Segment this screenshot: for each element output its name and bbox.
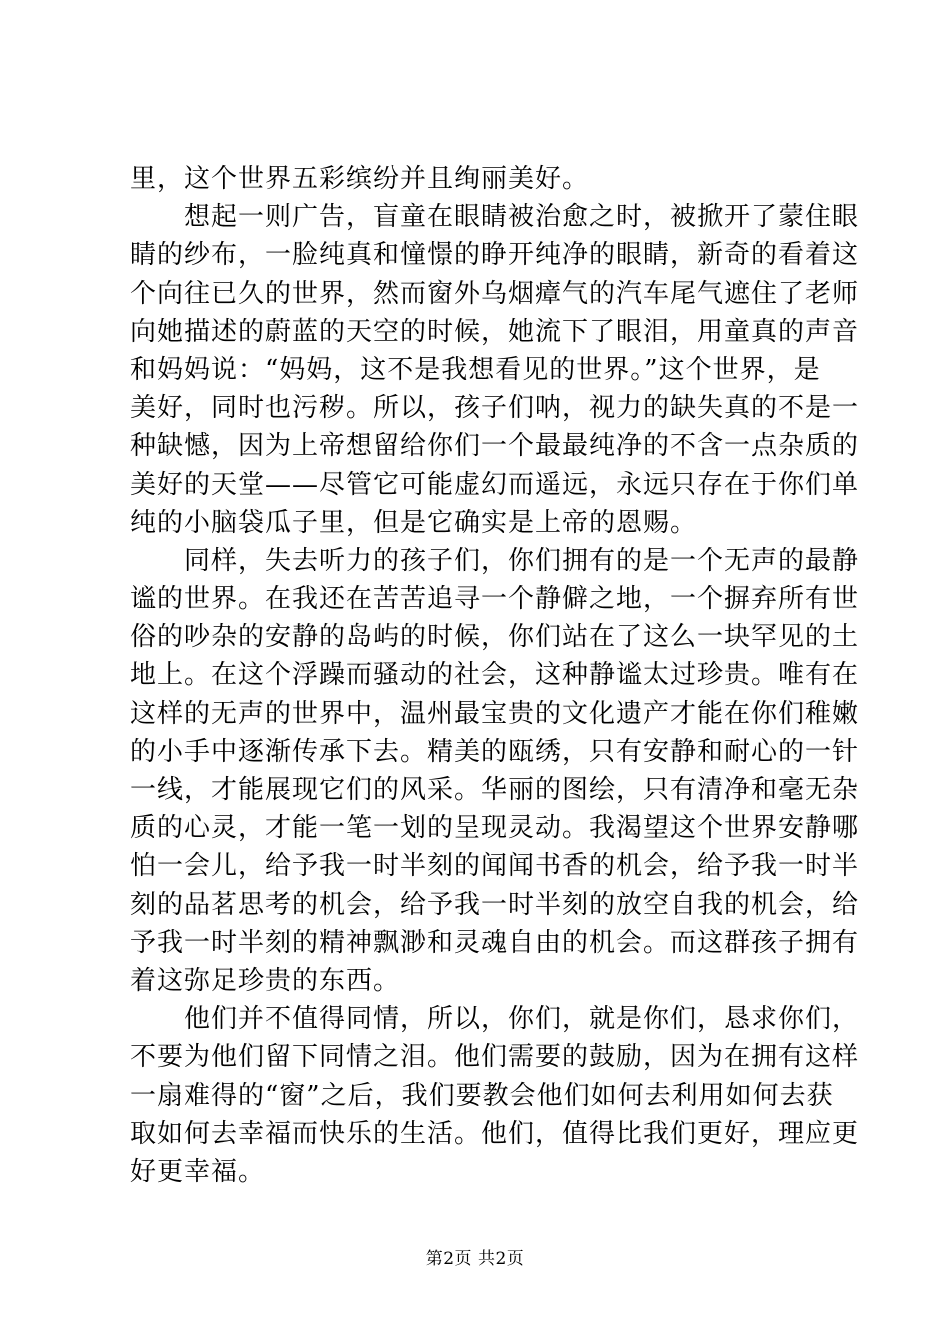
- page-footer: 第2页 共2页: [425, 1249, 525, 1269]
- paragraph-line: 好更幸福。: [130, 1156, 266, 1187]
- paragraph-line: 他们并不值得同情，所以，你们，就是你们，恳求你们，: [184, 1004, 860, 1035]
- paragraph-line: 的小手中逐渐传承下去。精美的瓯绣，只有安静和耐心的一针: [130, 736, 860, 767]
- paragraph-line: 美好的天堂——尽管它可能虚幻而遥远，永远只存在于你们单: [130, 469, 860, 500]
- paragraph-line: 纯的小脑袋瓜子里，但是它确实是上帝的恩赐。: [130, 507, 698, 538]
- paragraph-line: 不要为他们留下同情之泪。他们需要的鼓励，因为在拥有这样: [130, 1042, 860, 1073]
- paragraph-line: 向她描述的蔚蓝的天空的时候，她流下了眼泪，用童真的声音: [130, 316, 860, 347]
- paragraph-line: 里，这个世界五彩缤纷并且绚丽美好。: [130, 164, 590, 194]
- paragraph-line: 个向往已久的世界，然而窗外乌烟瘴气的汽车尾气遮住了老师: [130, 278, 860, 309]
- paragraph-line: 地上。在这个浮躁而骚动的社会，这种静谧太过珍贵。唯有在: [130, 660, 860, 691]
- paragraph-line: 和妈妈说：“妈妈，这不是我想看见的世界。”这个世界，是: [130, 354, 821, 385]
- paragraph-line: 质的心灵，才能一笔一划的呈现灵动。我渴望这个世界安静哪: [130, 813, 860, 844]
- paragraph-line: 睛的纱布，一脸纯真和憧憬的睁开纯净的眼睛，新奇的看着这: [130, 240, 860, 271]
- paragraph-line: 刻的品茗思考的机会，给予我一时半刻的放空自我的机会，给: [130, 889, 860, 920]
- paragraph-line: 俗的吵杂的安静的岛屿的时候，你们站在了这么一块罕见的土: [130, 622, 860, 653]
- paragraph-line: 同样，失去听力的孩子们，你们拥有的是一个无声的最静: [184, 545, 860, 576]
- paragraph-line: 取如何去幸福而快乐的生活。他们，值得比我们更好，理应更: [130, 1118, 860, 1149]
- body-text: [130, 160, 860, 1191]
- paragraph-line: 美好，同时也污秽。所以，孩子们呐，视力的缺失真的不是一: [130, 393, 860, 424]
- paragraph-line: 谧的世界。在我还在苦苦追寻一个静僻之地，一个摒弃所有世: [130, 584, 860, 615]
- paragraph-line: 着这弥足珍贵的东西。: [130, 965, 401, 996]
- paragraph-line: 予我一时半刻的精神飘渺和灵魂自由的机会。而这群孩子拥有: [130, 927, 860, 958]
- paragraph-line: 一扇难得的“窗”之后，我们要教会他们如何去利用如何去获: [130, 1080, 834, 1111]
- paragraph-line: 想起一则广告，盲童在眼睛被治愈之时，被掀开了蒙住眼: [184, 202, 860, 233]
- paragraph-line: 怕一会儿，给予我一时半刻的闻闻书香的机会，给予我一时半: [130, 851, 860, 882]
- paragraph-line: 这样的无声的世界中，温州最宝贵的文化遗产才能在你们稚嫩: [130, 698, 860, 729]
- paragraph-line: 种缺憾，因为上帝想留给你们一个最最纯净的不含一点杂质的: [130, 431, 860, 462]
- paragraph-line: 一线，才能展现它们的风采。华丽的图绘，只有清净和毫无杂: [130, 775, 860, 805]
